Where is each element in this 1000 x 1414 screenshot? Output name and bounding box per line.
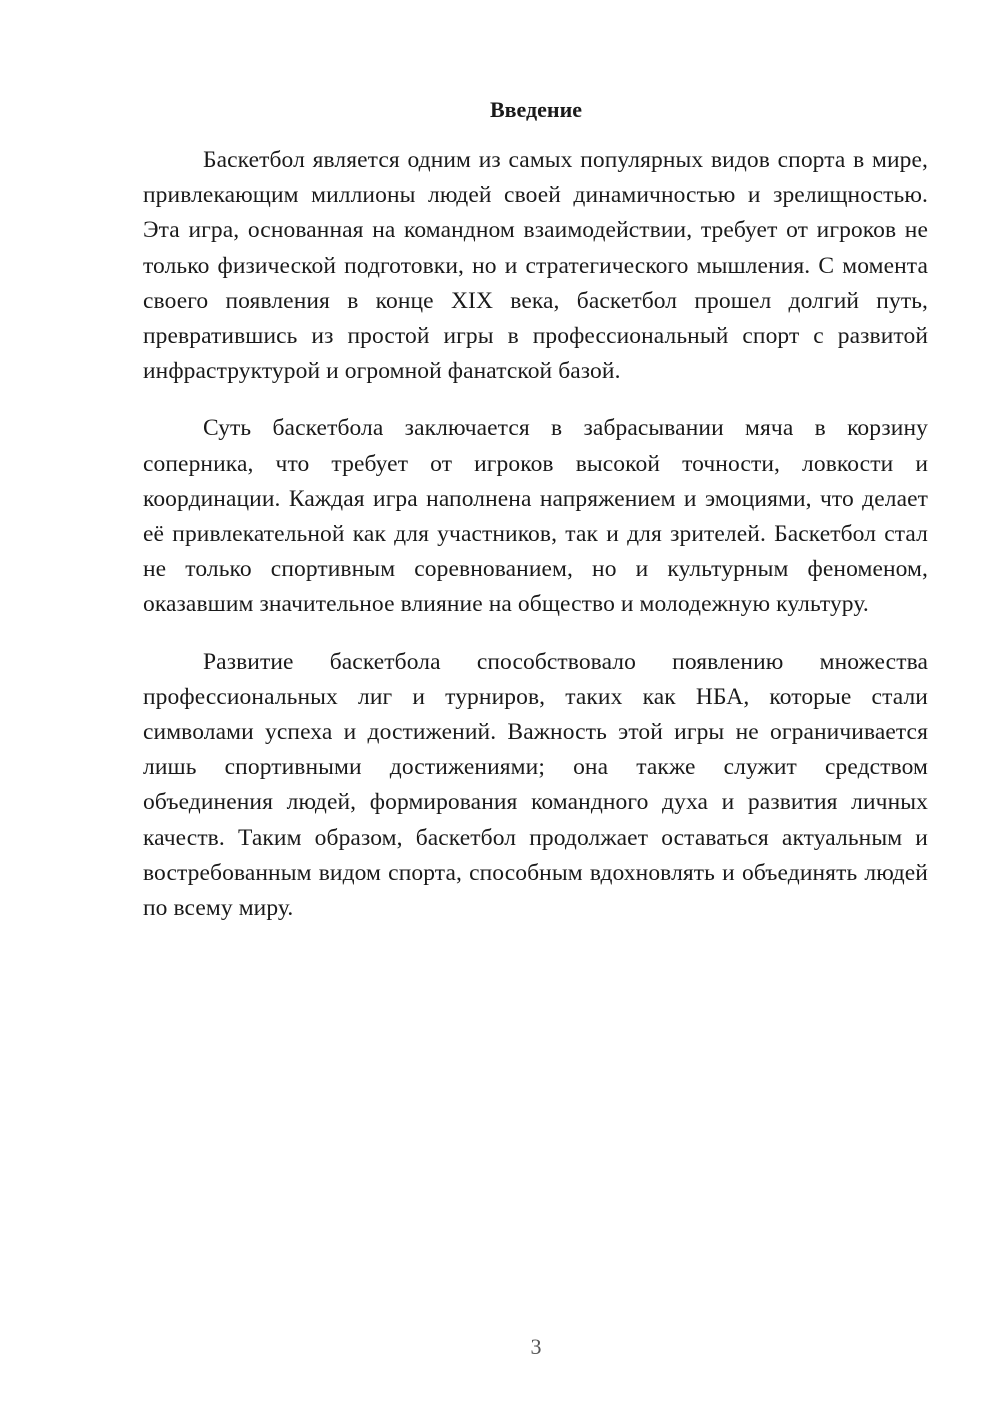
section-title: Введение bbox=[489, 97, 583, 122]
paragraph-2: Суть баскетбола заключается в забрасывании мяча в корзину соперника, что требует от игроков высокой точности, ловкости и координации. Каждая игра наполнена напряжением и эмоциями, что делает её привлекательной как для участников, так и для зрителей. Баскетбол стал не только спортивным соревнованием, но и культурным феноменом, оказавшим значительное влияние на общество и молодежную культуру. bbox=[143, 415, 928, 618]
page-number: 3 bbox=[530, 1334, 542, 1359]
body-text bbox=[143, 143, 928, 948]
paragraph-3: Развитие баскетбола способствовало появлению множества профессиональных лиг и турниров, таких как НБА, которые стали символами успеха и достижений. Важность этой игры не ограничивается лишь спортивными достижениями; она также служит средством объединения людей, формирования командного духа и развития личных качеств. Таким образом, баскетбол продолжает оставаться актуальным и востребованным видом спорта, способным вдохновлять и объединять людей по всему миру. bbox=[143, 648, 928, 922]
paragraph-1: Баскетбол является одним из самых популярных видов спорта в мире, привлекающим миллионы людей своей динамичностью и зрелищностью. Эта игра, основанная на командном взаимодействии, требует от игроков не только физической подготовки, но и стратегического мышления. С момента своего появления в конце XIX века, баскетбол прошел долгий путь, превратившись из простой игры в профессиональный спорт с развитой инфраструктурой и огромной фанатской базой. bbox=[143, 147, 928, 385]
